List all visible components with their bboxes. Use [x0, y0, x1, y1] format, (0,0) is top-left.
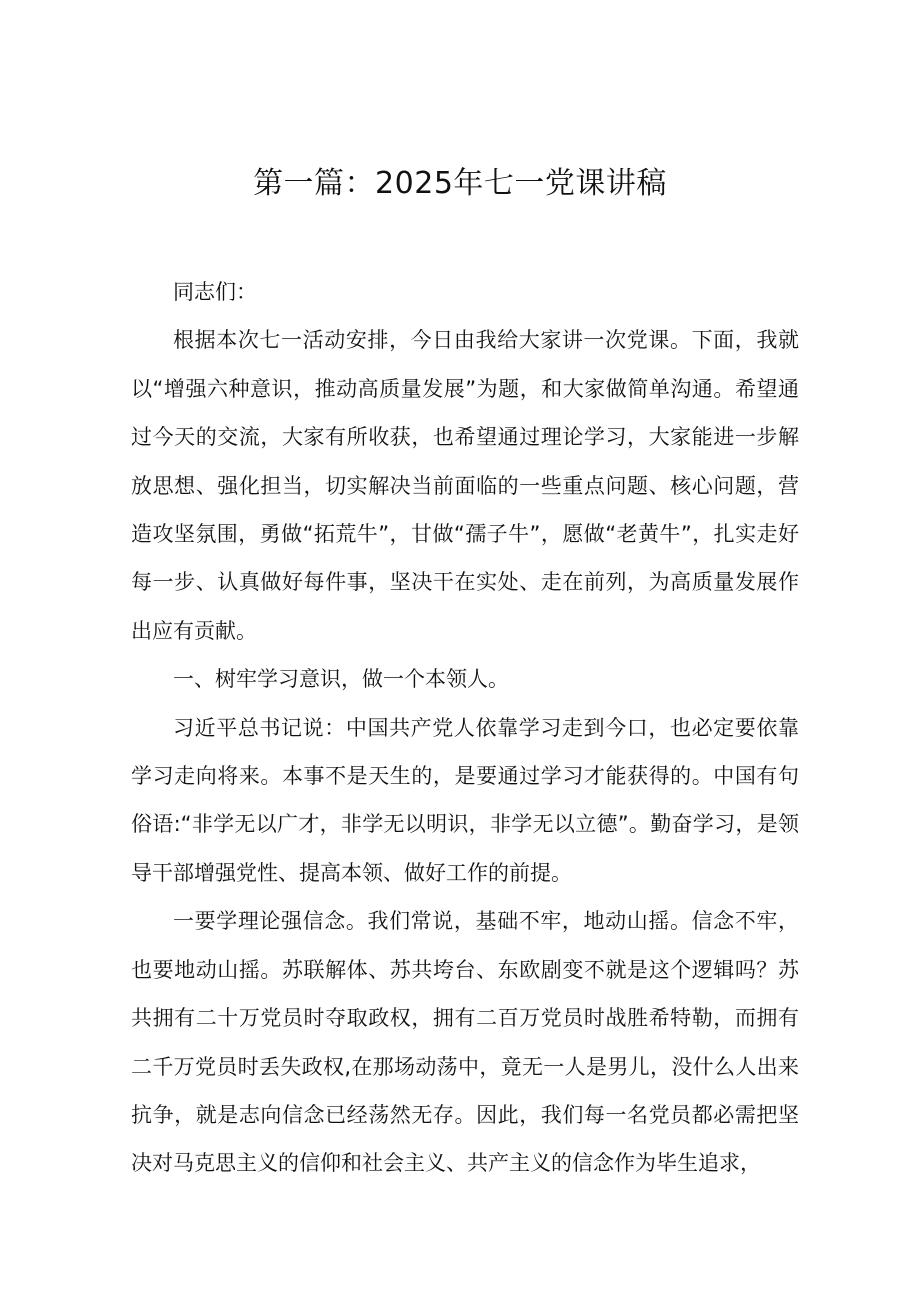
body-paragraph: 习近平总书记说：中国共产党人依靠学习走到今口，也必定要依靠学习走向将来。本事不是天生的，是要通过学习才能获得的。中国有句俗语:“非学无以广才，非学无以明识，非学无以立德”。勤奋学习，是领导干部增强党性、提高本领、做好工作的前提。: [131, 715, 799, 885]
section-heading-1: 一、树牢学习意识，做一个本领人。: [173, 667, 509, 692]
body-paragraph: 一要学理论强信念。我们常说，基础不牢，地动山摇。信念不牢，也要地动山摇。苏联解体、苏共垮台、东欧剧变不就是这个逻辑吗？苏共拥有二十万党员时夺取政权，拥有二百万党员时战胜希特勒，而拥有二千万党员时丢失政权,在那场动荡中，竟无一人是男儿，没什么人出来抗争，就是志向信念已经荡然无存。因此，我们每一名党员都必需把坚决对马克思主义的信仰和社会主义、共产主义的信念作为毕生追求，: [131, 909, 799, 1176]
salutation-paragraph: 同志们：: [173, 280, 257, 304]
document-title: 第一篇：2025年七一党课讲稿: [253, 166, 667, 201]
intro-paragraph: 根据本次七一活动安排，今日由我给大家讲一次党课。下面，我就以“增强六种意识，推动高质量发展”为题，和大家做简单沟通。希望通过今天的交流，大家有所收获，也希望通过理论学习，大家能进一步解放思想、强化担当，切实解决当前面临的一些重点问题、核心问题，营造攻坚氛围，勇做“拓荒牛”，甘做“孺子牛”，愿做“老黄牛”，扎实走好每一步、认真做好每件事，坚决干在实处、走在前列，为高质量发展作出应有贡献。: [131, 328, 799, 643]
document-body: [131, 268, 799, 1188]
